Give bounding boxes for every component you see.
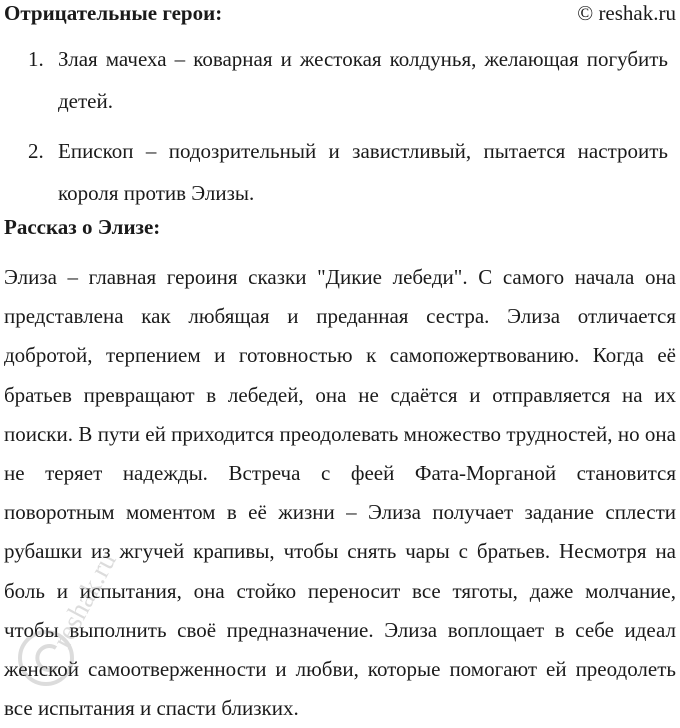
story-paragraph: Элиза – главная героиня сказки "Дикие лебеди". С самого начала она представлена как любящая и преданная сестра. Элиза отличается добротой, терпением и готовностью к самопожертвованию. Когда её братьев превращают в лебедей, она не сдаётся и отправляется на их поиски. В пути ей приходится преодолевать множество трудностей, но она не теряет надежды. Встреча с феей Фата-Морганой становится поворотным моментом в её жизни – Элиза получает задание сплести рубашки из жгучей крапивы, чтобы снять чары с братьев. Несмотря на боль и испытания, она стойко переносит все тяготы, даже молчание, чтобы выполнить своё предназначение. Элиза воплощает в себе идеал женской самоотверженности и любви, которые помогают ей преодолеть все испытания и спасти близких. [4,265,676,721]
header-row [4,0,676,26]
list-item-number: 1. [28,47,44,71]
list-item [28,38,668,122]
watermark-text: reshak.ru [46,547,123,654]
copyright-label: © reshak.ru [577,1,676,25]
list-item-text: Епископ – подозрительный и завистливый, пытается настроить короля против Элизы. [58,139,668,205]
list-item-text: Злая мачеха – коварная и жестокая колдунья, желающая погубить детей. [58,47,668,113]
negative-heroes-list [28,38,668,222]
list-item [28,130,668,214]
section-heading-story: Рассказ о Элизе: [4,215,161,239]
list-item-number: 2. [28,139,44,163]
section-heading-negative-heroes: Отрицательные герои: [4,1,223,25]
